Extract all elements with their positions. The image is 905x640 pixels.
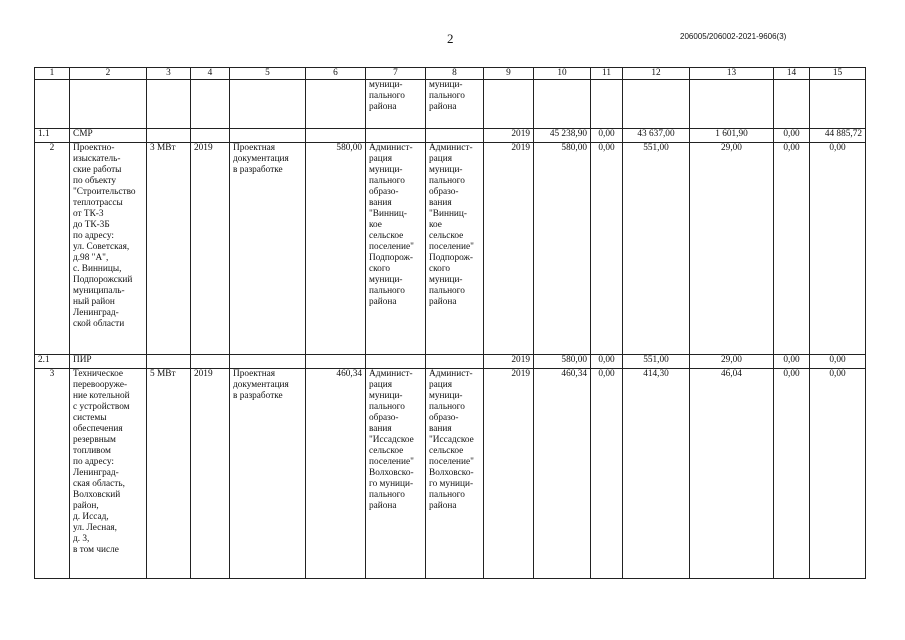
header-cell: 14 [774, 68, 810, 80]
data-table [34, 67, 866, 579]
cell-year [191, 129, 230, 143]
cell-customer: муници- пального района [366, 80, 426, 129]
cell-name: Проектно- изыскатель- ские работы по объекту "Строительство теплотрассы от ТК-3 до ТК-3Б по адресу: ул. Советская, д.98 "А", с. Винницы, Подпорожский муниципаль- ный район Ленинград- ской области [70, 143, 147, 355]
cell-capacity: 3 МВт [147, 143, 191, 355]
cell-cost [306, 355, 366, 369]
cell-capacity: 5 МВт [147, 369, 191, 579]
cell-executor [426, 355, 484, 369]
cell-value: 0,00 [810, 143, 866, 355]
cell-value: 414,30 [623, 369, 690, 579]
header-cell: 4 [191, 68, 230, 80]
cell-value: 0,00 [591, 369, 623, 579]
cell-value: 0,00 [774, 129, 810, 143]
cell-status: Проектная документация в разработке [230, 143, 306, 355]
header-cell: 6 [306, 68, 366, 80]
cell-year-fin: 2019 [484, 129, 534, 143]
cell-value: 46,04 [690, 369, 774, 579]
table-row [35, 369, 866, 579]
continuation-row [35, 80, 866, 129]
cell-customer: Админист- рация муници- пального образо- вания "Иссадское сельское поселение" Волховско- го муници- пального района [366, 369, 426, 579]
table-row [35, 143, 866, 355]
table-row [35, 129, 866, 143]
cell-name: Техническое перевооруже- ние котельной с устройством системы обеспечения резервным топливом по адресу: Ленинград- ская область, Волховский район, д. Иссад, ул. Лесная, д. 3, в том числе [70, 369, 147, 579]
cell-year-fin: 2019 [484, 369, 534, 579]
header-cell: 3 [147, 68, 191, 80]
cell-value: 0,00 [591, 129, 623, 143]
cell-executor [426, 129, 484, 143]
header-cell: 7 [366, 68, 426, 80]
cell-value: 0,00 [591, 143, 623, 355]
cell-value: 551,00 [623, 355, 690, 369]
cell-index: 2 [35, 143, 70, 355]
cell-customer [366, 129, 426, 143]
header-cell: 11 [591, 68, 623, 80]
cell-index: 3 [35, 369, 70, 579]
header-row [35, 68, 866, 80]
cell-value: 1 601,90 [690, 129, 774, 143]
header-cell: 8 [426, 68, 484, 80]
cell-index: 1.1 [35, 129, 70, 143]
cell-year: 2019 [191, 143, 230, 355]
cell-value: 44 885,72 [810, 129, 866, 143]
cell-status: Проектная документация в разработке [230, 369, 306, 579]
cell-cost: 580,00 [306, 143, 366, 355]
cell-name: ПИР [70, 355, 147, 369]
cell-executor: муници- пального района [426, 80, 484, 129]
cell-value: 0,00 [810, 355, 866, 369]
cell-total: 45 238,90 [534, 129, 591, 143]
cell-value: 0,00 [591, 355, 623, 369]
cell-value: 0,00 [774, 369, 810, 579]
cell-total: 460,34 [534, 369, 591, 579]
cell-executor: Админист- рация муници- пального образо- вания "Иссадское сельское поселение" Волховско- го муници- пального района [426, 369, 484, 579]
cell-value: 0,00 [774, 143, 810, 355]
cell-value: 551,00 [623, 143, 690, 355]
cell-cost: 460,34 [306, 369, 366, 579]
document-id: 206005/206002-2021-9606(3) [680, 32, 787, 41]
cell-name: СМР [70, 129, 147, 143]
cell-total: 580,00 [534, 143, 591, 355]
cell-value: 43 637,00 [623, 129, 690, 143]
header-cell: 10 [534, 68, 591, 80]
header-cell: 13 [690, 68, 774, 80]
cell-status [230, 129, 306, 143]
cell-value: 29,00 [690, 355, 774, 369]
cell-value: 29,00 [690, 143, 774, 355]
header-cell: 9 [484, 68, 534, 80]
header-cell: 1 [35, 68, 70, 80]
page-number: 2 [447, 31, 454, 46]
cell-year-fin: 2019 [484, 355, 534, 369]
cell-year-fin: 2019 [484, 143, 534, 355]
header-cell: 12 [623, 68, 690, 80]
header-cell: 2 [70, 68, 147, 80]
cell-value: 0,00 [810, 369, 866, 579]
cell-value: 0,00 [774, 355, 810, 369]
header-cell: 5 [230, 68, 306, 80]
cell-customer [366, 355, 426, 369]
cell-index: 2.1 [35, 355, 70, 369]
cell-status [230, 355, 306, 369]
cell-capacity [147, 355, 191, 369]
cell-total: 580,00 [534, 355, 591, 369]
table-row [35, 355, 866, 369]
cell-executor: Админист- рация муници- пального образо- вания "Винниц- кое сельское поселение" Подпорож- ского муници- пального района [426, 143, 484, 355]
header-cell: 15 [810, 68, 866, 80]
cell-year: 2019 [191, 369, 230, 579]
cell-year [191, 355, 230, 369]
cell-customer: Админист- рация муници- пального образо- вания "Винниц- кое сельское поселение" Подпорож- ского муници- пального района [366, 143, 426, 355]
cell-cost [306, 129, 366, 143]
cell-capacity [147, 129, 191, 143]
